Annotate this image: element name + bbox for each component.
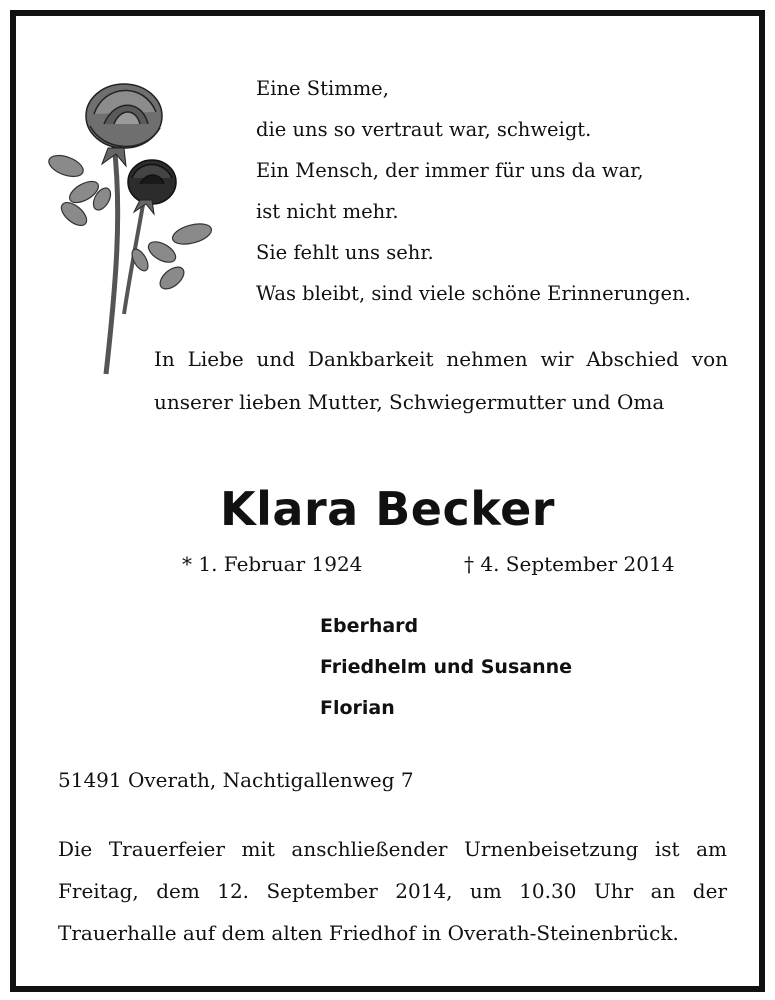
- poem-line: Sie fehlt uns sehr.: [256, 241, 434, 264]
- poem-line: Ein Mensch, der immer für uns da war,: [256, 159, 644, 182]
- ceremony-text: Die Trauerfeier mit anschließender Urnenbeisetzung ist am Freitag, dem 12. September 2014, um 10.30 Uhr an der Trauerhalle auf dem alten Friedhof in Overath-Steinenbrück.: [58, 837, 727, 945]
- family-list: [320, 606, 572, 729]
- birth-date: * 1. Februar 1924: [182, 552, 363, 576]
- death-date: † 4. September 2014: [464, 552, 675, 576]
- address: 51491 Overath, Nachtigallenweg 7: [58, 768, 414, 792]
- deceased-name: Klara Becker: [220, 482, 555, 536]
- poem-line: ist nicht mehr.: [256, 200, 399, 223]
- family-member: Florian: [320, 697, 395, 719]
- family-member: Eberhard: [320, 615, 419, 637]
- poem-line: Was bleibt, sind viele schöne Erinnerungen.: [256, 282, 691, 305]
- obituary-notice: [10, 10, 765, 992]
- farewell-text: In Liebe und Dankbarkeit nehmen wir Abschied von unserer lieben Mutter, Schwiegermutter und Oma: [154, 347, 728, 414]
- poem-line: Eine Stimme,: [256, 77, 389, 100]
- family-member: Friedhelm und Susanne: [320, 656, 573, 678]
- poem-line: die uns so vertraut war, schweigt.: [256, 118, 592, 141]
- poem: [256, 68, 691, 314]
